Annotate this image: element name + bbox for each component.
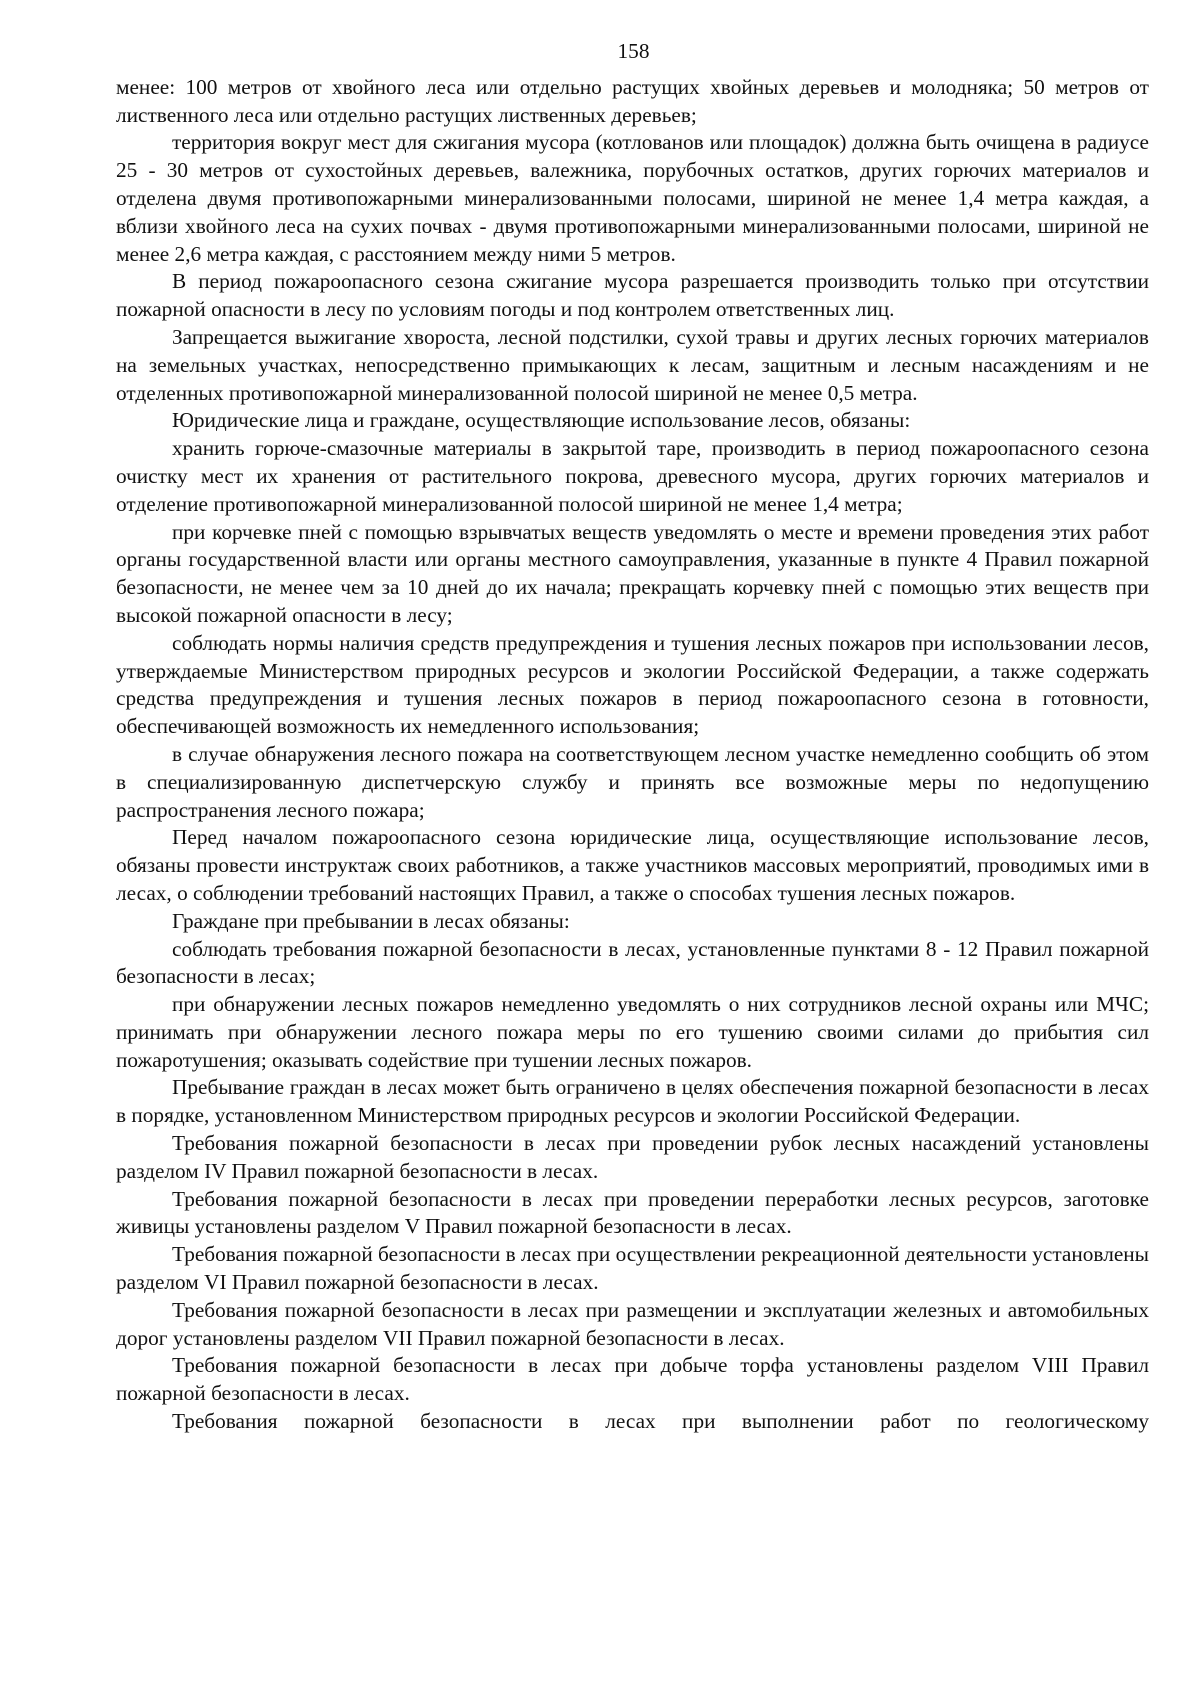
paragraph-6: хранить горюче-смазочные материалы в закрытой таре, производить в период пожароопасного сезона очистку мест их хранения от растительного покрова, древесного мусора, других горючих материалов и отделение противопожарной минерализованной полосой шириной не менее 1,4 метра; <box>116 436 1149 516</box>
paragraph-3: В период пожароопасного сезона сжигание мусора разрешается производить только при отсутствии пожарной опасности в лесу по условиям погоды и под контролем ответственных лиц. <box>116 269 1149 322</box>
paragraph-12: соблюдать требования пожарной безопасности в лесах, установленные пунктами 8 - 12 Правил пожарной безопасности в лесах; <box>116 936 1149 989</box>
page-number: 158 <box>617 39 650 63</box>
paragraph-13: при обнаружении лесных пожаров немедленно уведомлять о них сотрудников лесной охраны или МЧС; принимать при обнаружении лесного пожара меры по его тушению своими силами до прибытия сил пожаротушения; оказывать содействие при тушении лесных пожаров. <box>116 992 1149 1072</box>
paragraph-20: Требования пожарной безопасности в лесах при выполнении работ по геологическому <box>172 1409 1149 1434</box>
paragraph-15: Требования пожарной безопасности в лесах при проведении рубок лесных насаждений установлены разделом IV Правил пожарной безопасности в лесах. <box>116 1131 1149 1183</box>
paragraph-14: Пребывание граждан в лесах может быть ограничено в целях обеспечения пожарной безопасности в лесах в порядке, установленном Министерством природных ресурсов и экологии Российской Федерации. <box>116 1075 1149 1128</box>
paragraph-1: менее: 100 метров от хвойного леса или отдельно растущих хвойных деревьев и молодняка; 50 метров от лиственного леса или отдельно растущих лиственных деревьев; <box>116 74 1149 127</box>
paragraph-4: Запрещается выжигание хвороста, лесной подстилки, сухой травы и других лесных горючих материалов на земельных участках, непосредственно примыкающих к лесам, защитным и лесным насаждениям и не отделенных противопожарной минерализованной полосой шириной не менее 0,5 метра. <box>116 324 1149 405</box>
paragraph-18: Требования пожарной безопасности в лесах при размещении и эксплуатации железных и автомобильных дорог установлены разделом VII Правил пожарной безопасности в лесах. <box>116 1297 1149 1350</box>
paragraph-10: Перед началом пожароопасного сезона юридические лица, осуществляющие использование лесов, обязаны провести инструктаж своих работников, а также участников массовых мероприятий, проводимых ими в лесах, о соблюдении требований настоящих Правил, а также о способах тушения лесных пожаров. <box>116 825 1149 905</box>
paragraph-2: территория вокруг мест для сжигания мусора (котлованов или площадок) должна быть очищена в радиусе 25 - 30 метров от сухостойных деревьев, валежника, порубочных остатков, других горючих материалов и отделена двумя противопожарными минерализованными полосами, шириной не менее 1,4 метра каждая, а вблизи хвойного леса на сухих почвах - двумя противопожарными минерализованными полосами, шириной не менее 2,6 метра каждая, с расстоянием между ними 5 метров. <box>116 130 1149 266</box>
paragraph-5: Юридические лица и граждане, осуществляющие использование лесов, обязаны: <box>172 408 911 433</box>
paragraph-19: Требования пожарной безопасности в лесах при добыче торфа установлены разделом VIII Правил пожарной безопасности в лесах. <box>116 1353 1149 1406</box>
paragraph-8: соблюдать нормы наличия средств предупреждения и тушения лесных пожаров при использовании лесов, утверждаемые Министерством природных ресурсов и экологии Российской Федерации, а также содержать средства предупреждения и тушения лесных пожаров в период пожароопасного сезона в готовности, обеспечивающей возможность их немедленного использования; <box>116 630 1149 739</box>
paragraph-16: Требования пожарной безопасности в лесах при проведении переработки лесных ресурсов, заготовке живицы установлены разделом V Правил пожарной безопасности в лесах. <box>116 1186 1149 1239</box>
paragraph-7: при корчевке пней с помощью взрывчатых веществ уведомлять о месте и времени проведения этих работ органы государственной власти или органы местного самоуправления, указанные в пункте 4 Правил пожарной безопасности, не менее чем за 10 дней до их начала; прекращать корчевку пней с помощью этих веществ при высокой пожарной опасности в лесу; <box>116 519 1149 627</box>
paragraph-9: в случае обнаружения лесного пожара на соответствующем лесном участке немедленно сообщить об этом в специализированную диспетчерскую службу и принять все возможные меры по недопущению распространения лесного пожара; <box>116 741 1149 822</box>
paragraph-11: Граждане при пребывании в лесах обязаны: <box>172 908 570 933</box>
paragraph-17: Требования пожарной безопасности в лесах при осуществлении рекреационной деятельности установлены разделом VI Правил пожарной безопасности в лесах. <box>116 1242 1149 1295</box>
